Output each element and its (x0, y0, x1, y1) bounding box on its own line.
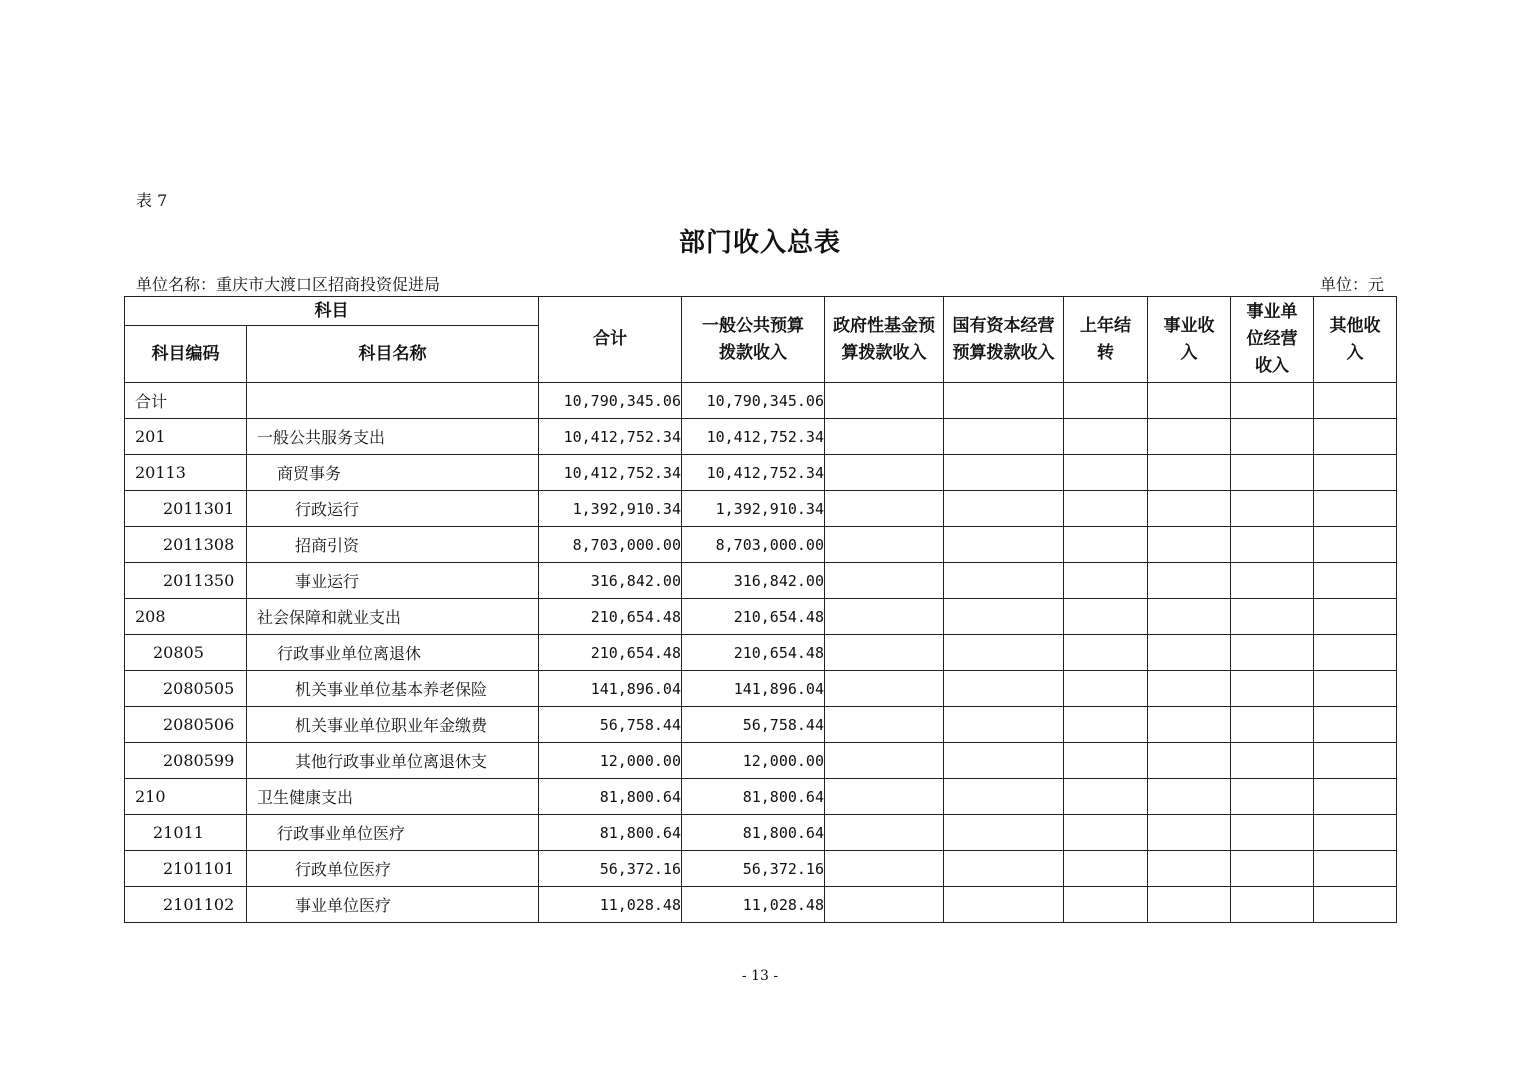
cell-empty (1314, 419, 1397, 455)
cell-empty (1231, 815, 1314, 851)
cell-code: 2080506 (125, 707, 247, 743)
cell-empty (1064, 851, 1148, 887)
cell-empty (944, 455, 1064, 491)
cell-name: 事业单位医疗 (247, 887, 539, 923)
cell-total: 10,412,752.34 (539, 419, 682, 455)
cell-empty (1231, 527, 1314, 563)
header-general-budget: 一般公共预算拨款收入 (682, 297, 825, 383)
cell-general: 210,654.48 (682, 599, 825, 635)
cell-code: 2011308 (125, 527, 247, 563)
cell-code: 2080505 (125, 671, 247, 707)
header-business-income: 事业收入 (1148, 297, 1231, 383)
cell-empty (1148, 779, 1231, 815)
cell-code: 20805 (125, 635, 247, 671)
table-row (125, 419, 1397, 455)
cell-empty (1231, 491, 1314, 527)
cell-empty (944, 743, 1064, 779)
cell-name: 行政事业单位医疗 (247, 815, 539, 851)
cell-empty (1064, 491, 1148, 527)
cell-empty (1148, 419, 1231, 455)
cell-empty (1064, 527, 1148, 563)
cell-total: 11,028.48 (539, 887, 682, 923)
cell-empty (1148, 815, 1231, 851)
header-total: 合计 (539, 297, 682, 383)
cell-empty (1148, 743, 1231, 779)
cell-general: 141,896.04 (682, 671, 825, 707)
cell-empty (1231, 383, 1314, 419)
cell-general: 11,028.48 (682, 887, 825, 923)
cell-empty (825, 815, 944, 851)
header-code: 科目编码 (125, 326, 247, 383)
cell-empty (944, 491, 1064, 527)
cell-total: 210,654.48 (539, 635, 682, 671)
cell-empty (1148, 635, 1231, 671)
cell-empty (1314, 815, 1397, 851)
cell-empty (1314, 383, 1397, 419)
cell-empty (825, 455, 944, 491)
cell-empty (1148, 455, 1231, 491)
cell-empty (1148, 599, 1231, 635)
cell-empty (1148, 671, 1231, 707)
table-row (125, 779, 1397, 815)
cell-name: 其他行政事业单位离退休支 (247, 743, 539, 779)
cell-empty (825, 743, 944, 779)
cell-total: 141,896.04 (539, 671, 682, 707)
cell-empty (1064, 635, 1148, 671)
cell-empty (1314, 635, 1397, 671)
cell-empty (944, 563, 1064, 599)
cell-empty (944, 635, 1064, 671)
cell-empty (1148, 707, 1231, 743)
cell-empty (1064, 419, 1148, 455)
cell-name: 行政运行 (247, 491, 539, 527)
cell-empty (1064, 383, 1148, 419)
cell-total: 56,758.44 (539, 707, 682, 743)
table-row (125, 491, 1397, 527)
cell-name: 一般公共服务支出 (247, 419, 539, 455)
cell-code: 2101101 (125, 851, 247, 887)
cell-name: 招商引资 (247, 527, 539, 563)
cell-empty (825, 635, 944, 671)
header-carryover: 上年结转 (1064, 297, 1148, 383)
cell-empty (825, 707, 944, 743)
cell-general: 10,412,752.34 (682, 455, 825, 491)
cell-empty (825, 491, 944, 527)
page-title: 部门收入总表 (678, 228, 841, 258)
cell-general: 10,790,345.06 (682, 383, 825, 419)
cell-empty (1064, 887, 1148, 923)
cell-total: 81,800.64 (539, 779, 682, 815)
cell-name: 卫生健康支出 (247, 779, 539, 815)
cell-total: 12,000.00 (539, 743, 682, 779)
cell-empty (1148, 563, 1231, 599)
cell-code: 210 (125, 779, 247, 815)
cell-empty (825, 527, 944, 563)
cell-empty (944, 383, 1064, 419)
cell-empty (944, 419, 1064, 455)
cell-empty (1148, 491, 1231, 527)
cell-empty (1231, 779, 1314, 815)
cell-empty (1314, 707, 1397, 743)
cell-empty (1314, 779, 1397, 815)
cell-empty (1064, 455, 1148, 491)
cell-empty (1314, 887, 1397, 923)
cell-code: 208 (125, 599, 247, 635)
cell-empty (1148, 887, 1231, 923)
cell-empty (944, 779, 1064, 815)
cell-empty (1148, 851, 1231, 887)
cell-empty (944, 815, 1064, 851)
cell-empty (1064, 707, 1148, 743)
cell-total: 10,790,345.06 (539, 383, 682, 419)
cell-total: 8,703,000.00 (539, 527, 682, 563)
currency-unit: 单位：元 (1319, 275, 1384, 294)
cell-empty (1231, 599, 1314, 635)
cell-general: 10,412,752.34 (682, 419, 825, 455)
cell-empty (944, 707, 1064, 743)
table-row (125, 455, 1397, 491)
table-row (125, 707, 1397, 743)
cell-empty (1314, 671, 1397, 707)
table-row (125, 599, 1397, 635)
cell-total: 81,800.64 (539, 815, 682, 851)
cell-empty (1231, 419, 1314, 455)
table-row (125, 563, 1397, 599)
table-row (125, 635, 1397, 671)
table-row (125, 887, 1397, 923)
header-state-capital: 国有资本经营预算拨款收入 (944, 297, 1064, 383)
cell-empty (1231, 635, 1314, 671)
header-other-income: 其他收入 (1314, 297, 1397, 383)
cell-general: 81,800.64 (682, 815, 825, 851)
cell-code: 20113 (125, 455, 247, 491)
cell-empty (1231, 851, 1314, 887)
cell-empty (1314, 491, 1397, 527)
cell-empty (1064, 599, 1148, 635)
cell-general: 1,392,910.34 (682, 491, 825, 527)
cell-code: 2011301 (125, 491, 247, 527)
table-row (125, 815, 1397, 851)
header-name: 科目名称 (247, 326, 539, 383)
cell-general: 210,654.48 (682, 635, 825, 671)
cell-name: 机关事业单位职业年金缴费 (247, 707, 539, 743)
income-summary-table (124, 296, 1397, 923)
cell-empty (1064, 743, 1148, 779)
cell-empty (1148, 527, 1231, 563)
cell-empty (1231, 743, 1314, 779)
cell-empty (825, 599, 944, 635)
cell-empty (1064, 671, 1148, 707)
table-row (125, 851, 1397, 887)
header-subject: 科目 (125, 297, 539, 326)
cell-general: 56,372.16 (682, 851, 825, 887)
cell-empty (825, 671, 944, 707)
cell-general: 8,703,000.00 (682, 527, 825, 563)
cell-empty (1064, 563, 1148, 599)
cell-empty (1231, 887, 1314, 923)
cell-name: 社会保障和就业支出 (247, 599, 539, 635)
unit-name: 单位名称：重庆市大渡口区招商投资促进局 (136, 275, 441, 294)
table-row (125, 671, 1397, 707)
page-number: - 13 - (741, 968, 779, 984)
cell-empty (825, 887, 944, 923)
cell-total: 56,372.16 (539, 851, 682, 887)
cell-name: 机关事业单位基本养老保险 (247, 671, 539, 707)
cell-name (247, 383, 539, 419)
cell-empty (944, 599, 1064, 635)
cell-empty (825, 851, 944, 887)
table-row (125, 383, 1397, 419)
header-fund-budget: 政府性基金预算拨款收入 (825, 297, 944, 383)
cell-code: 2080599 (125, 743, 247, 779)
cell-name: 行政事业单位离退休 (247, 635, 539, 671)
cell-empty (944, 527, 1064, 563)
cell-general: 316,842.00 (682, 563, 825, 599)
cell-empty (944, 887, 1064, 923)
table-row (125, 743, 1397, 779)
cell-code: 21011 (125, 815, 247, 851)
table-number: 表 7 (136, 191, 168, 210)
cell-total: 10,412,752.34 (539, 455, 682, 491)
cell-empty (1231, 707, 1314, 743)
cell-empty (825, 419, 944, 455)
cell-total: 210,654.48 (539, 599, 682, 635)
cell-general: 56,758.44 (682, 707, 825, 743)
cell-general: 81,800.64 (682, 779, 825, 815)
cell-empty (1231, 671, 1314, 707)
cell-empty (1231, 563, 1314, 599)
cell-empty (1064, 779, 1148, 815)
cell-empty (944, 671, 1064, 707)
cell-total: 316,842.00 (539, 563, 682, 599)
cell-empty (1314, 527, 1397, 563)
cell-empty (1314, 599, 1397, 635)
cell-empty (1314, 743, 1397, 779)
cell-total: 1,392,910.34 (539, 491, 682, 527)
cell-empty (1314, 851, 1397, 887)
cell-code: 201 (125, 419, 247, 455)
cell-empty (1314, 455, 1397, 491)
cell-empty (944, 851, 1064, 887)
cell-empty (825, 563, 944, 599)
cell-empty (1231, 455, 1314, 491)
cell-name: 事业运行 (247, 563, 539, 599)
header-operation-income: 事业单位经营收入 (1231, 297, 1314, 383)
table-row (125, 527, 1397, 563)
cell-empty (825, 779, 944, 815)
cell-empty (1148, 383, 1231, 419)
cell-name: 商贸事务 (247, 455, 539, 491)
cell-empty (825, 383, 944, 419)
cell-empty (1064, 815, 1148, 851)
cell-code: 合计 (125, 383, 247, 419)
cell-code: 2011350 (125, 563, 247, 599)
cell-empty (1314, 563, 1397, 599)
cell-general: 12,000.00 (682, 743, 825, 779)
cell-name: 行政单位医疗 (247, 851, 539, 887)
cell-code: 2101102 (125, 887, 247, 923)
